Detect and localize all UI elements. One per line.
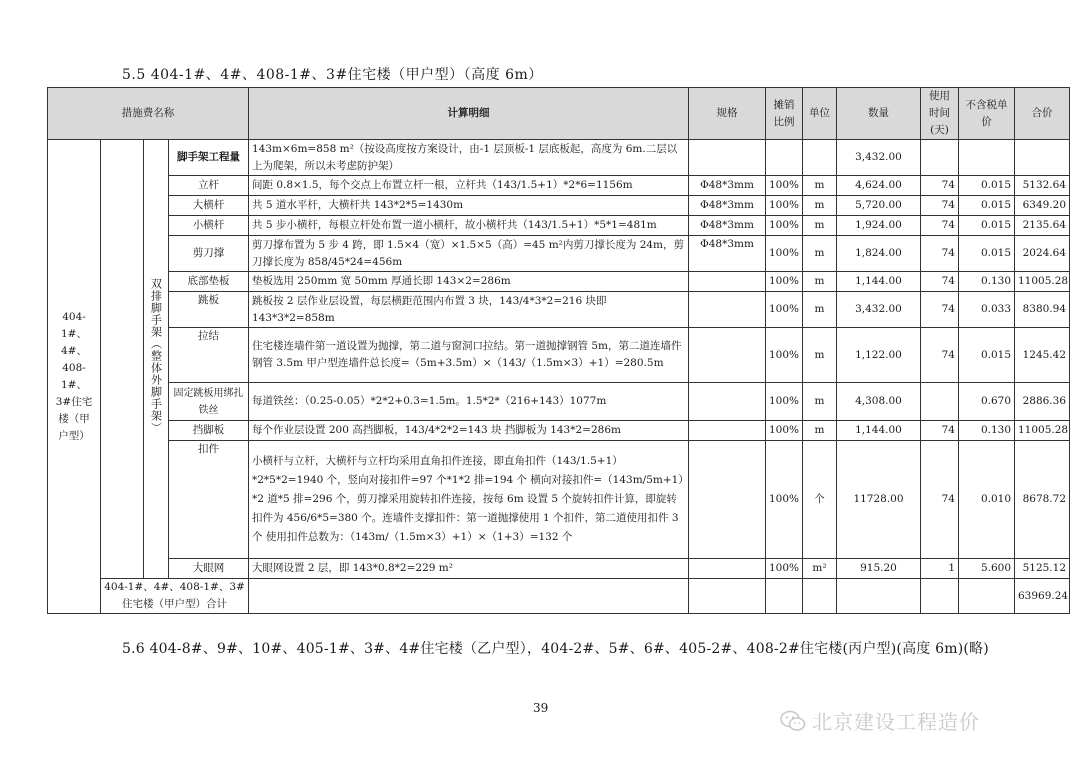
summary-empty-cell: [837, 579, 921, 614]
header-qty: 数量: [837, 88, 921, 140]
category-cell: [144, 140, 169, 579]
row-price: 0.015: [959, 328, 1015, 383]
row-price: 0.010: [959, 441, 1015, 559]
building-cell: 404-1#、4#、408-1#、3#住宅楼（甲户型）: [48, 140, 101, 614]
summary-empty-cell: [803, 579, 837, 614]
summary-empty-cell: [766, 579, 803, 614]
row-ratio: 100%: [766, 216, 803, 236]
row-unit: m²: [803, 559, 837, 579]
row-name: 立杆: [169, 176, 249, 196]
row-unit: m: [803, 328, 837, 383]
row-total: 2024.64: [1015, 236, 1070, 272]
table-row: [48, 140, 1070, 176]
row-price: 0.015: [959, 216, 1015, 236]
row-ratio: 100%: [766, 196, 803, 216]
row-total: 5132.64: [1015, 176, 1070, 196]
table-row: [48, 441, 1070, 559]
header-measure-name: 措施费名称: [48, 88, 249, 140]
row-days: 74: [921, 441, 959, 559]
row-detail: 小横杆与立杆，大横杆与立杆均采用直角扣件连接，即直角扣件（143/1.5+1）*2*5*2=1940 个，竖向对接扣件=97 个*1*2 排=194 个 横向对接扣件=（143m/5m+1）*2 道*5 排=296 个，剪刀撑采用旋转扣件连接，按每 6m 设置 5 个旋转扣件计算，即旋转扣件为 456/6*5=380 个。连墙件支撑扣件：第一道抛撑使用 1 个扣件，第二道使用扣件 3 个 使用扣件总数为：（143m/（1.5m×3）+1）×（1+3）=132 个: [249, 441, 689, 559]
row-price: 0.670: [959, 383, 1015, 421]
row-total: 11005.28: [1015, 421, 1070, 441]
calc-table: [47, 87, 1070, 614]
row-name: 挡脚板: [169, 421, 249, 441]
row-spec: [689, 272, 766, 292]
table-row: [48, 559, 1070, 579]
row-qty: 4,624.00: [837, 176, 921, 196]
row-total: 8678.72: [1015, 441, 1070, 559]
row-days: 1: [921, 559, 959, 579]
row-qty: 1,924.00: [837, 216, 921, 236]
row-unit: m: [803, 176, 837, 196]
row-ratio: 100%: [766, 272, 803, 292]
row-name: 剪刀撑: [169, 236, 249, 272]
row-qty: 1,824.00: [837, 236, 921, 272]
summary-empty-cell: [921, 579, 959, 614]
table-row: [48, 176, 1070, 196]
row-unit: m: [803, 216, 837, 236]
row-name: 脚手架工程量: [169, 140, 249, 176]
row-price: 0.033: [959, 292, 1015, 328]
row-ratio: 100%: [766, 236, 803, 272]
row-price: 0.015: [959, 176, 1015, 196]
row-ratio: 100%: [766, 421, 803, 441]
watermark-text: 北京建设工程造价: [812, 710, 980, 734]
summary-label: 404-1#、4#、408-1#、3#住宅楼（甲户型）合计: [101, 579, 249, 614]
row-detail: 大眼网设置 2 层，即 143*0.8*2=229 m²: [249, 559, 689, 579]
row-total: [1015, 140, 1070, 176]
row-days: [921, 383, 959, 421]
row-spec: [689, 421, 766, 441]
row-days: 74: [921, 216, 959, 236]
row-qty: 1,144.00: [837, 421, 921, 441]
row-name: 大眼网: [169, 559, 249, 579]
header-unit: 单位: [803, 88, 837, 140]
row-days: 74: [921, 272, 959, 292]
next-section-title: 5.6 404-8#、9#、10#、405-1#、3#、4#住宅楼（乙户型），404-2#、5#、6#、405-2#、408-2#住宅楼(丙户型)(高度 6m)(略): [122, 641, 989, 657]
table-row: [48, 216, 1070, 236]
row-spec: [689, 292, 766, 328]
row-name: 小横杆: [169, 216, 249, 236]
row-qty: 915.20: [837, 559, 921, 579]
row-days: 74: [921, 236, 959, 272]
row-detail: 每个作业层设置 200 高挡脚板，143/4*2*2=143 块 挡脚板为 143*2=286m: [249, 421, 689, 441]
row-name: 拉结: [169, 328, 249, 383]
row-qty: 1,122.00: [837, 328, 921, 383]
row-price: 0.130: [959, 421, 1015, 441]
row-days: 74: [921, 421, 959, 441]
row-price: 0.015: [959, 236, 1015, 272]
row-total: 2886.36: [1015, 383, 1070, 421]
table-row: [48, 421, 1070, 441]
row-days: 74: [921, 328, 959, 383]
row-total: 8380.94: [1015, 292, 1070, 328]
row-price: [959, 140, 1015, 176]
row-detail: 143m×6m=858 m²（按设高度按方案设计，由-1 层顶板-1 层底板起，高度为 6m.二层以上为爬架，所以未考虑防护架）: [249, 140, 689, 176]
row-days: 74: [921, 292, 959, 328]
wechat-icon: [780, 710, 806, 732]
row-qty: 3,432.00: [837, 292, 921, 328]
row-name: 跳板: [169, 292, 249, 328]
header-price: 不含税单价: [959, 88, 1015, 140]
summary-empty-cell: [689, 579, 766, 614]
row-spec: Φ48*3mm: [689, 196, 766, 216]
row-qty: 5,720.00: [837, 196, 921, 216]
row-unit: m: [803, 196, 837, 216]
summary-row: [48, 579, 1070, 614]
row-spec: Φ48*3mm: [689, 216, 766, 236]
row-unit: m: [803, 292, 837, 328]
table-header-row: [48, 88, 1070, 140]
row-name: 大横杆: [169, 196, 249, 216]
row-name: 底部垫板: [169, 272, 249, 292]
header-ratio: 摊销比例: [766, 88, 803, 140]
table-row: [48, 272, 1070, 292]
row-spec: [689, 441, 766, 559]
row-unit: m: [803, 272, 837, 292]
blank-cell: [101, 140, 144, 579]
row-qty: 11728.00: [837, 441, 921, 559]
row-detail: 共 5 步小横杆，每根立杆处布置一道小横杆，故小横杆共（143/1.5+1）*5*1=481m: [249, 216, 689, 236]
row-total: 6349.20: [1015, 196, 1070, 216]
row-detail: 剪刀撑布置为 5 步 4 跨，即 1.5×4（宽）×1.5×5（高）=45 m²内剪刀撑长度为 24m，剪刀撑长度为 858/45*24=456m: [249, 236, 689, 272]
row-price: 5.600: [959, 559, 1015, 579]
summary-empty-cell: [959, 579, 1015, 614]
table-row: [48, 383, 1070, 421]
row-ratio: 100%: [766, 383, 803, 421]
row-days: 74: [921, 176, 959, 196]
row-detail: 跳板按 2 层作业层设置，每层横距范围内布置 3 块，143/4*3*2=216 块即 143*3*2=858m: [249, 292, 689, 328]
row-unit: m: [803, 383, 837, 421]
summary-total: 63969.24: [1015, 579, 1070, 614]
row-price: 0.130: [959, 272, 1015, 292]
row-total: 5125.12: [1015, 559, 1070, 579]
row-days: 74: [921, 196, 959, 216]
table-row: [48, 328, 1070, 383]
row-name: 扣件: [169, 441, 249, 559]
table-row: [48, 196, 1070, 216]
row-ratio: 100%: [766, 559, 803, 579]
row-ratio: 100%: [766, 292, 803, 328]
header-calc-detail: 计算明细: [249, 88, 689, 140]
row-ratio: 100%: [766, 441, 803, 559]
row-ratio: 100%: [766, 176, 803, 196]
row-unit: 个: [803, 441, 837, 559]
row-detail: 垫板选用 250mm 宽 50mm 厚通长即 143×2=286m: [249, 272, 689, 292]
row-detail: 住宅楼连墙件第一道设置为抛撑，第二道与窗洞口拉结。第一道抛撑钢管 5m，第二道连墙件钢管 3.5m 甲户型连墙件总长度=（5m+3.5m）×（143/（1.5m×3）+1）=280.5m: [249, 328, 689, 383]
row-ratio: [766, 140, 803, 176]
row-price: 0.015: [959, 196, 1015, 216]
header-days: 使用时间(天): [921, 88, 959, 140]
row-name: 固定跳板用绑扎铁丝: [169, 383, 249, 421]
category-label: 双排脚手架（整体外脚手架）: [149, 278, 163, 434]
row-detail: 每道铁丝：（0.25-0.05）*2*2+0.3=1.5m。1.5*2*（216+143）1077m: [249, 383, 689, 421]
row-spec: [689, 559, 766, 579]
row-spec: Φ48*3mm: [689, 236, 766, 272]
row-total: 2135.64: [1015, 216, 1070, 236]
row-ratio: 100%: [766, 328, 803, 383]
header-spec: 规格: [689, 88, 766, 140]
row-spec: [689, 328, 766, 383]
row-spec: [689, 383, 766, 421]
row-total: 1245.42: [1015, 328, 1070, 383]
page-number: 39: [533, 701, 549, 715]
watermark: [780, 706, 980, 735]
row-unit: m: [803, 421, 837, 441]
row-qty: 1,144.00: [837, 272, 921, 292]
row-total: 11005.28: [1015, 272, 1070, 292]
row-unit: m: [803, 236, 837, 272]
row-qty: 4,308.00: [837, 383, 921, 421]
table-row: [48, 236, 1070, 272]
row-days: [921, 140, 959, 176]
row-unit: [803, 140, 837, 176]
row-detail: 共 5 道水平杆，大横杆共 143*2*5=1430m: [249, 196, 689, 216]
row-spec: [689, 140, 766, 176]
section-title: 5.5 404-1#、4#、408-1#、3#住宅楼（甲户型）（高度 6m）: [122, 67, 543, 83]
table-row: [48, 292, 1070, 328]
summary-empty-cell: [249, 579, 689, 614]
row-qty: 3,432.00: [837, 140, 921, 176]
header-total: 合价: [1015, 88, 1070, 140]
row-detail: 间距 0.8×1.5，每个交点上布置立杆一根，立杆共（143/1.5+1）*2*6=1156m: [249, 176, 689, 196]
row-spec: Φ48*3mm: [689, 176, 766, 196]
